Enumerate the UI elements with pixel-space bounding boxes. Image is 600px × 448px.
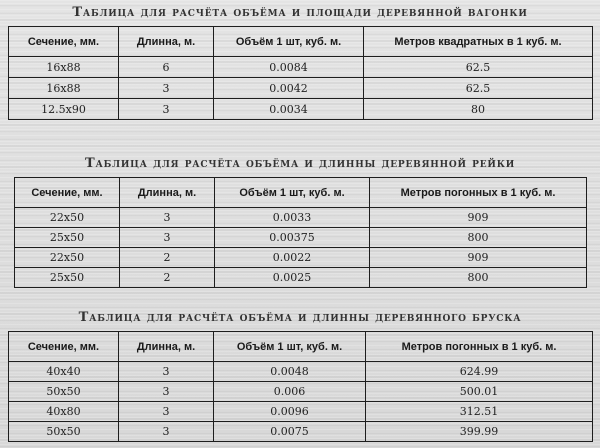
table-cell: 909 <box>370 208 587 228</box>
data-table-brusok <box>8 331 593 442</box>
table-cell: 0.0022 <box>215 248 370 268</box>
column-header: Длинна, м. <box>120 178 215 208</box>
table-cell: 800 <box>370 228 587 248</box>
table-cell: 12.5х90 <box>9 99 119 120</box>
table-cell: 0.0084 <box>214 57 364 78</box>
table-row <box>15 228 587 248</box>
table-cell: 3 <box>119 382 214 402</box>
column-header: Метров погонных в 1 куб. м. <box>366 332 593 362</box>
column-header: Объём 1 шт, куб. м. <box>215 178 370 208</box>
table-cell: 22х50 <box>15 248 120 268</box>
table-title: Таблица для расчёта объёма и площади деревянной вагонки <box>72 5 528 20</box>
table-cell: 25х50 <box>15 228 120 248</box>
table-cell: 62.5 <box>364 57 593 78</box>
table-cell: 0.0042 <box>214 78 364 99</box>
table-row <box>9 422 593 442</box>
table-title: Таблица для расчёта объёма и длинны деревянного бруска <box>78 310 522 325</box>
table-row <box>9 99 593 120</box>
column-header: Метров квадратных в 1 куб. м. <box>364 27 593 57</box>
table-cell: 16х88 <box>9 78 119 99</box>
table-cell: 3 <box>120 228 215 248</box>
table-cell: 62.5 <box>364 78 593 99</box>
table-cell: 0.0075 <box>214 422 366 442</box>
column-header: Сечение, мм. <box>9 332 119 362</box>
column-header: Метров погонных в 1 куб. м. <box>370 178 587 208</box>
table-cell: 0.0096 <box>214 402 366 422</box>
table-row <box>9 402 593 422</box>
column-header: Сечение, мм. <box>9 27 119 57</box>
column-header: Длинна, м. <box>119 27 214 57</box>
table-cell: 399.99 <box>366 422 593 442</box>
table-cell: 80 <box>364 99 593 120</box>
column-header: Длинна, м. <box>119 332 214 362</box>
table-cell: 0.006 <box>214 382 366 402</box>
table-cell: 0.0025 <box>215 268 370 288</box>
table-cell: 3 <box>119 362 214 382</box>
table-cell: 800 <box>370 268 587 288</box>
data-table-reika <box>14 177 587 288</box>
table-cell: 500.01 <box>366 382 593 402</box>
table-cell: 22х50 <box>15 208 120 228</box>
table-cell: 2 <box>120 248 215 268</box>
column-header: Сечение, мм. <box>15 178 120 208</box>
table-cell: 3 <box>119 78 214 99</box>
table-cell: 0.0048 <box>214 362 366 382</box>
table-row <box>9 57 593 78</box>
table-cell: 50х50 <box>9 382 119 402</box>
table-cell: 3 <box>119 99 214 120</box>
table-cell: 40х40 <box>9 362 119 382</box>
column-header: Объём 1 шт, куб. м. <box>214 332 366 362</box>
data-table-vagonka <box>8 26 593 120</box>
table-row <box>9 362 593 382</box>
table-cell: 3 <box>119 422 214 442</box>
table-cell: 40х80 <box>9 402 119 422</box>
table-row <box>9 382 593 402</box>
table-cell: 624.99 <box>366 362 593 382</box>
table-title: Таблица для расчёта объёма и длинны деревянной рейки <box>84 156 515 171</box>
table-cell: 25х50 <box>15 268 120 288</box>
table-cell: 3 <box>120 208 215 228</box>
table-cell: 0.0033 <box>215 208 370 228</box>
table-row <box>15 208 587 228</box>
table-row <box>9 78 593 99</box>
column-header: Объём 1 шт, куб. м. <box>214 27 364 57</box>
table-cell: 312.51 <box>366 402 593 422</box>
table-cell: 3 <box>119 402 214 422</box>
table-cell: 16х88 <box>9 57 119 78</box>
table-cell: 2 <box>120 268 215 288</box>
table-cell: 50х50 <box>9 422 119 442</box>
table-cell: 909 <box>370 248 587 268</box>
table-cell: 0.00375 <box>215 228 370 248</box>
table-row <box>15 268 587 288</box>
table-cell: 0.0034 <box>214 99 364 120</box>
table-cell: 6 <box>119 57 214 78</box>
table-row <box>15 248 587 268</box>
